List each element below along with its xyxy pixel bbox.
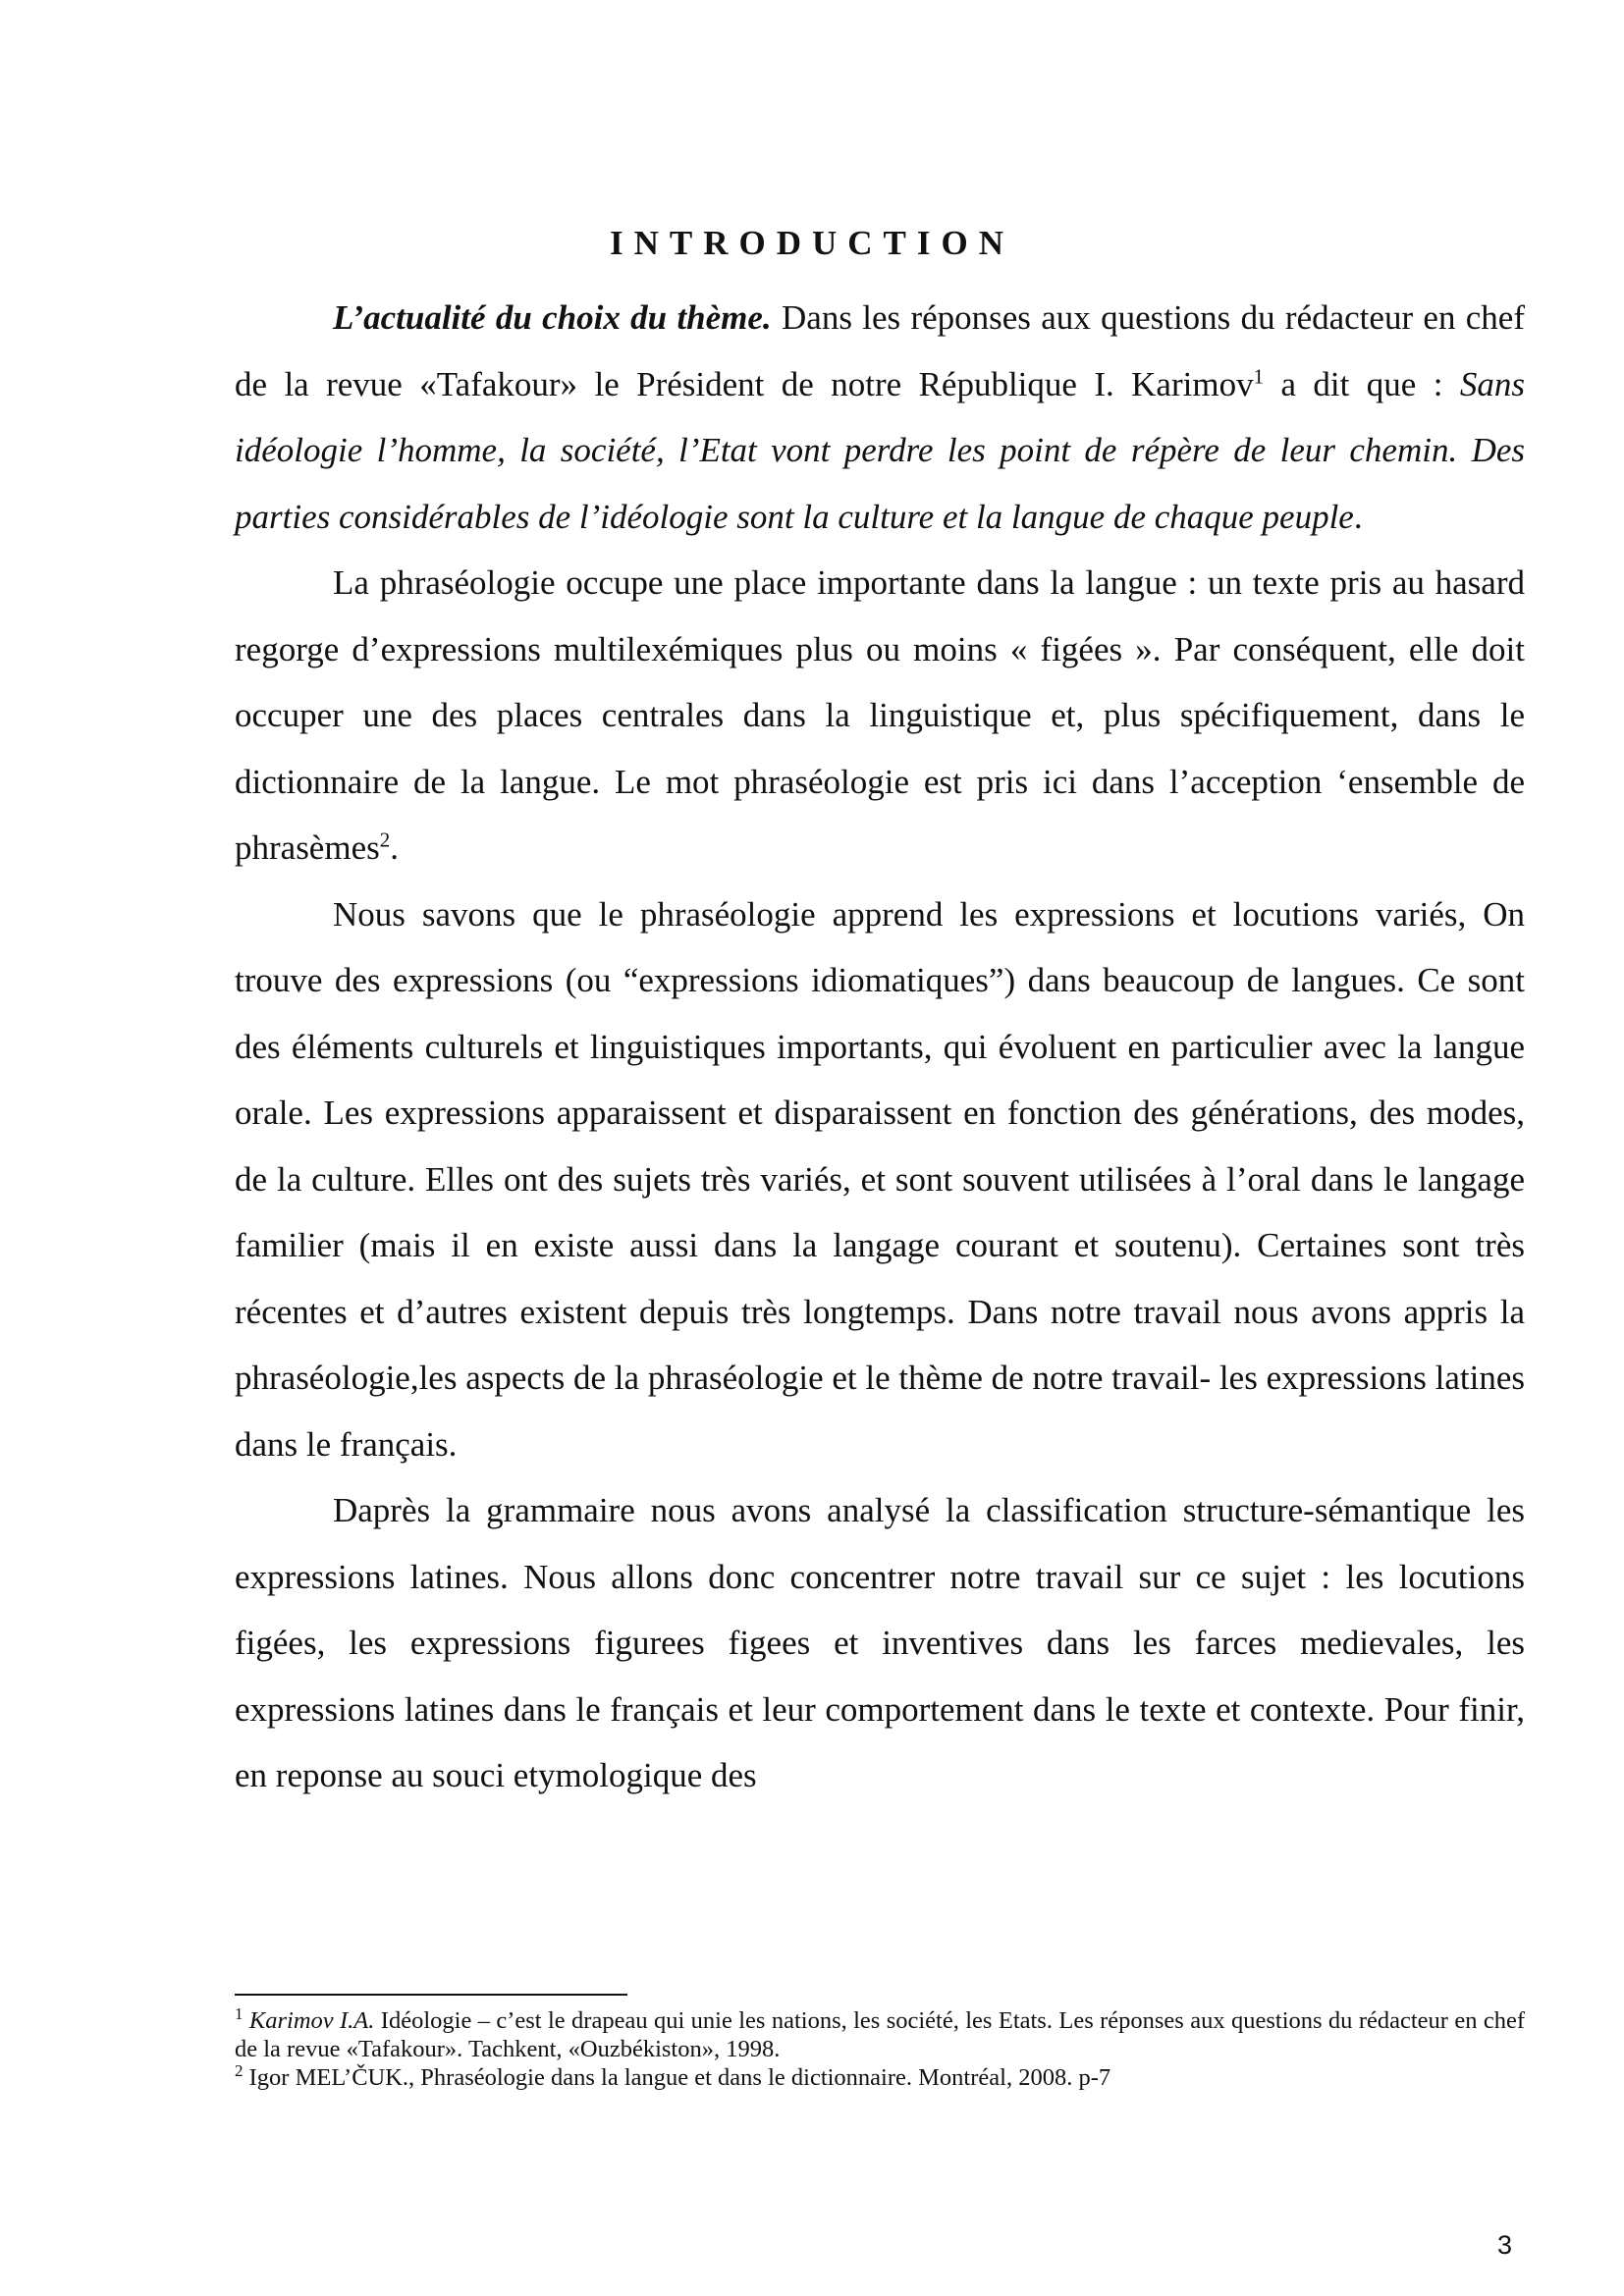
- page-number: 3: [1497, 2230, 1513, 2260]
- paragraph-2-text-b: .: [390, 828, 399, 867]
- footnote-2: [235, 2060, 1525, 2092]
- paragraph-1: [235, 285, 1525, 550]
- paragraph-1-text-a: Dans les réponses aux questions du rédacteur en chef de la revue «Tafakour» le Président de notre République I. Karimov: [235, 298, 1525, 403]
- footnote-ref-1: 1: [1253, 363, 1265, 388]
- footnote-ref-2: 2: [379, 828, 391, 852]
- italic-quote: Sans idéologie l’homme, la société, l’Etat vont perdre les point de répère de leur chemin. Des parties considérables de l’idéologie sont la culture et la langue de chaque peuple: [235, 364, 1525, 536]
- footnote-2-number: 2: [235, 2060, 244, 2080]
- paragraph-1-text-c: .: [1353, 497, 1363, 536]
- section-subheading: L’actualité du choix du thème.: [333, 298, 772, 337]
- body-text: [235, 285, 1525, 1809]
- page-heading: INTRODUCTION: [609, 224, 1015, 262]
- footnote-separator: [235, 1994, 627, 1996]
- paragraph-2: [235, 550, 1525, 881]
- footnotes: [235, 2003, 1525, 2092]
- footnote-1: [235, 2003, 1525, 2063]
- paragraph-4: Daprès la grammaire nous avons analysé la classification structure-sémantique les expressions latines. Nous allons donc concentrer notre travail sur ce sujet : les locutions figées, les expressions figurees figees et inventives dans les farces medievales, les expressions latines dans le français et leur comportement dans le texte et contexte. Pour finir, en reponse au souci etymologique des: [235, 1491, 1525, 1794]
- footnote-1-text: Idéologie – c’est le drapeau qui unie les nations, les société, les Etats. Les réponses aux questions du rédacteur en chef de la revue «Tafakour». Tachkent, «Ouzbékiston», 1998.: [235, 2007, 1525, 2062]
- footnote-2-text: Igor MEL’ČUK., Phraséologie dans la langue et dans le dictionnaire. Montréal, 2008. p-7: [243, 2064, 1111, 2091]
- footnote-1-author: Karimov I.A.: [248, 2007, 375, 2034]
- paragraph-3: Nous savons que le phraséologie apprend les expressions et locutions variés, On trouve des expressions (ou “expressions idiomatiques”) dans beaucoup de langues. Ce sont des éléments culturels et linguistiques importants, qui évoluent en particulier avec la langue orale. Les expressions apparaissent et disparaissent en fonction des générations, des modes, de la culture. Elles ont des sujets très variés, et sont souvent utilisées à l’oral dans le langage familier (mais il en existe aussi dans la langage courant et soutenu). Certaines sont très récentes et d’autres existent depuis très longtemps. Dans notre travail nous avons appris la phraséologie,les aspects de la phraséologie et le thème de notre travail- les expressions latines dans le français.: [235, 894, 1525, 1464]
- paragraph-1-text-b: a dit que :: [1264, 364, 1460, 403]
- paragraph-2-text-a: La phraséologie occupe une place importante dans la langue : un texte pris au hasard regorge d’expressions multilexémiques plus ou moins « figées ». Par conséquent, elle doit occuper une des places centrales dans la linguistique et, plus spécifiquement, dans le dictionnaire de la langue. Le mot phraséologie est pris ici dans l’acception ‘ensemble de phrasèmes: [235, 563, 1525, 867]
- footnote-1-number: 1: [235, 2003, 244, 2023]
